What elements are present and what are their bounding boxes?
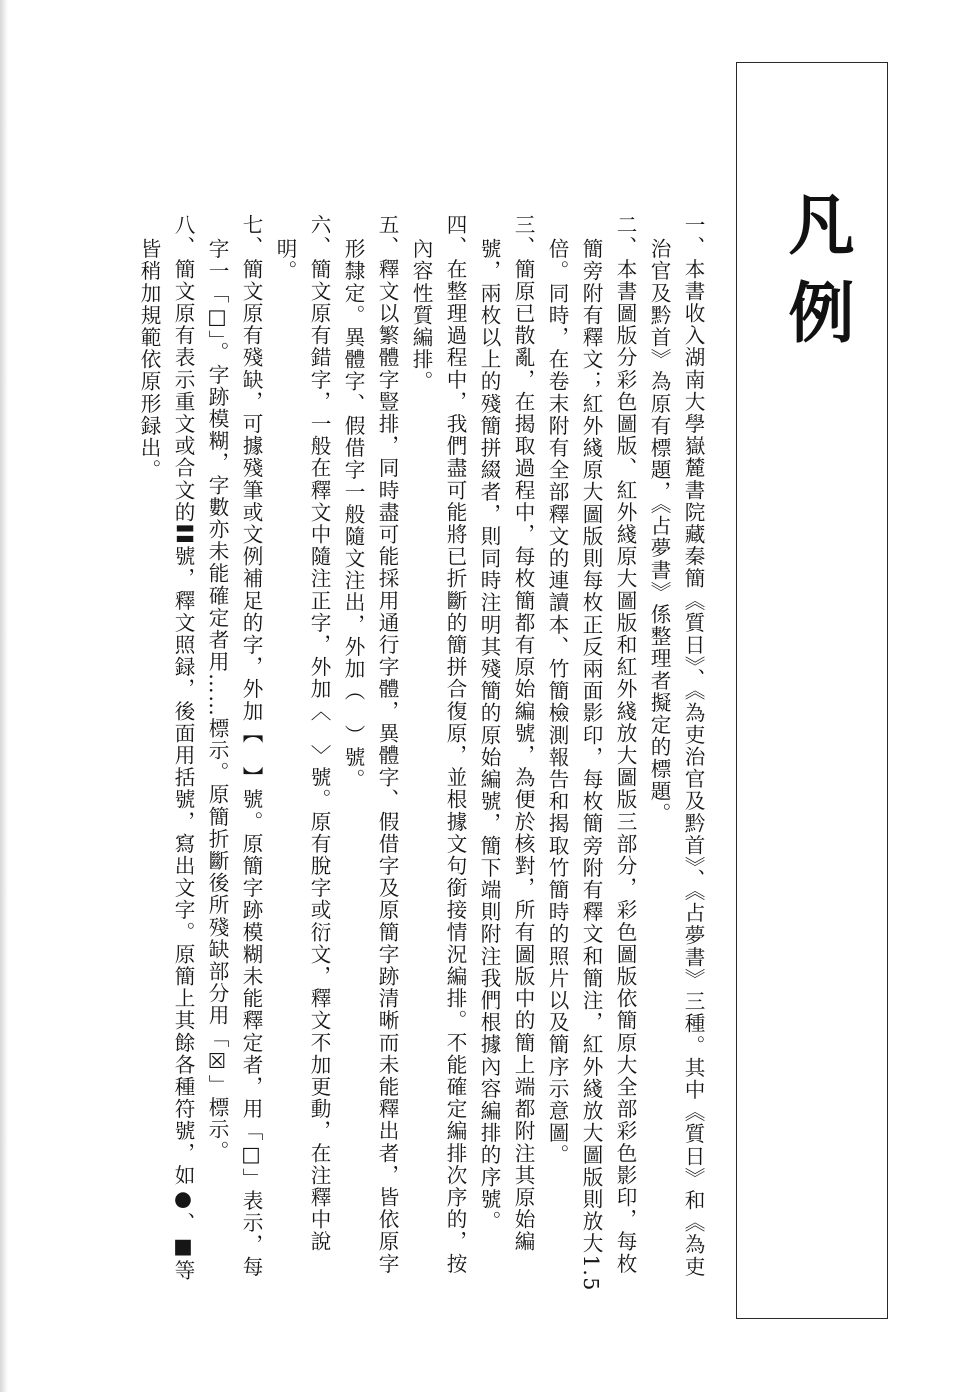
- convention-item-1: 一、本書收入湖南大學嶽麓書院藏秦簡《質日》、《為吏治官及黔首》、《占夢書》三種。其中《質日》和《為吏治官及黔首》為原有標題，《占夢書》係整理者擬定的標題。: [647, 214, 705, 1278]
- convention-item-8: 八、簡文原有表示重文或合文的〓號，釋文照録，後面用括號，寫出文字。原簡上其餘各種符號，如●、■等皆稍加規範依原形録出。: [137, 214, 195, 1282]
- convention-item-7: 七、簡文原有殘缺，可據殘筆或文例補足的字，外加【 】號。原簡字跡模糊未能釋定者，用「□」表示，每字一「□」。字跡模糊，字數亦未能確定者用……標示。原簡折斷後所殘缺部分用「☒」標示。: [205, 214, 263, 1279]
- convention-item-4: 四、在整理過程中，我們盡可能將已折斷的簡拼合復原，並根據文句銜接情況編排。不能確定編排次序的，按內容性質編排。: [409, 214, 467, 1275]
- convention-item-5: 五、釋文以繁體字豎排，同時盡可能採用通行字體，異體字、假借字及原簡字跡清晰而未能釋出者，皆依原字形隸定。異體字、假借字一般隨文注出，外加（ ）號。: [341, 214, 399, 1275]
- conventions-body: [132, 214, 710, 1294]
- page-title: 凡例: [777, 190, 855, 366]
- page-edge-shadow: [0, 0, 8, 1392]
- convention-item-3: 三、簡原已散亂，在揭取過程中，每枚簡都有原始編號，為便於核對，所有圖版中的簡上端都附注其原始編號，兩枚以上的殘簡拼綴者，則同時注明其殘簡的原始編號，簡下端則附注我們根據內容編排的序號。: [477, 214, 535, 1253]
- convention-item-2: 二、本書圖版分彩色圖版、紅外綫原大圖版和紅外綫放大圖版三部分，彩色圖版依簡原大全部彩色影印，每枚簡旁附有釋文；紅外綫原大圖版則每枚正反兩面影印，每枚簡旁附有釋文和簡注，紅外綫放大圖版則放大1.5倍。同時，在卷末附有全部釋文的連讀本、竹簡檢測報告和揭取竹簡時的照片以及簡序示意圖。: [545, 214, 637, 1292]
- convention-item-6: 六、簡文原有錯字，一般在釋文中隨注正字，外加〈 〉號。原有脫字或衍文，釋文不加更動，在注釋中說明。: [273, 214, 331, 1253]
